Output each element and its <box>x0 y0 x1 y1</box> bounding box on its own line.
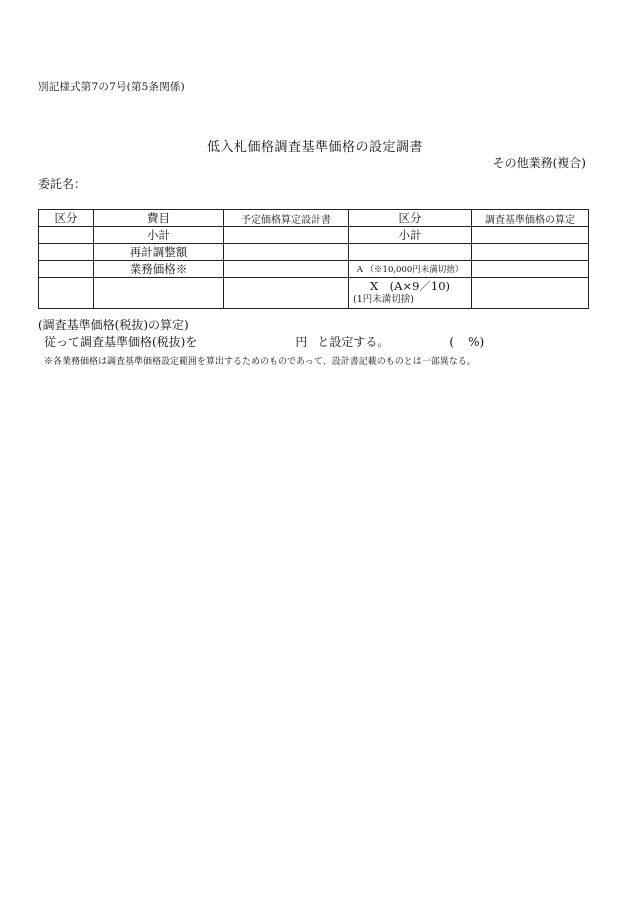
table-cell[interactable] <box>224 278 349 309</box>
table-cell[interactable] <box>39 278 94 309</box>
document-title: 低入札価格調査基準価格の設定調書 <box>206 140 423 155</box>
section-heading: (調査基準価格(税抜)の算定) <box>38 318 189 332</box>
table-cell: 再計調整額 <box>94 244 224 261</box>
table-cell[interactable] <box>39 227 94 244</box>
table-row <box>39 227 589 244</box>
header-category: 区分 <box>39 210 94 227</box>
table-cell: 業務価格※ <box>94 261 224 278</box>
table-row <box>39 244 589 261</box>
table-header-row <box>39 210 589 227</box>
price-calculation-table <box>38 209 589 309</box>
table-cell[interactable] <box>39 261 94 278</box>
table-row <box>39 261 589 278</box>
table-cell[interactable] <box>224 261 349 278</box>
conclusion-sentence <box>44 333 604 350</box>
table-row <box>39 278 589 309</box>
percent-open: ( <box>449 335 455 349</box>
percent-close: %) <box>468 335 485 349</box>
table-cell[interactable] <box>94 278 224 309</box>
form-reference-label: 別記様式第7の7号(第5条関係) <box>38 81 185 93</box>
rounding-note: (1円未満切捨) <box>353 294 414 305</box>
business-category: その他業務(複合) <box>492 156 586 170</box>
table-cell[interactable] <box>472 244 589 261</box>
table-cell[interactable] <box>472 278 589 309</box>
consignment-name-row <box>38 175 190 192</box>
footnote: ※各業務価格は調査基準価格設定範囲を算出するためのものであって、設計書記載のものとは一部異なる。 <box>44 357 476 367</box>
table-cell[interactable] <box>224 227 349 244</box>
conclusion-prefix: 従って調査基準価格(税抜)を <box>44 335 198 349</box>
table-cell[interactable] <box>349 244 472 261</box>
table-cell: 小計 <box>94 227 224 244</box>
formula-line: X (A×9／10) <box>369 279 451 293</box>
header-expense-item: 費目 <box>94 210 224 227</box>
header-standard-price-calc: 調査基準価格の算定 <box>472 210 589 227</box>
table-cell <box>349 278 472 309</box>
conclusion-suffix: と設定する。 <box>317 335 390 349</box>
table-cell[interactable] <box>472 227 589 244</box>
header-design-estimate: 予定価格算定設計書 <box>224 210 349 227</box>
table-cell[interactable] <box>224 244 349 261</box>
yen-unit: 円 <box>295 335 308 349</box>
table-cell[interactable] <box>472 261 589 278</box>
consignment-name-label: 委託名： <box>38 177 87 191</box>
table-cell: 小計 <box>349 227 472 244</box>
header-category-2: 区分 <box>349 210 472 227</box>
table-cell: A （※10,000円未満切捨） <box>349 261 472 278</box>
table-cell[interactable] <box>39 244 94 261</box>
